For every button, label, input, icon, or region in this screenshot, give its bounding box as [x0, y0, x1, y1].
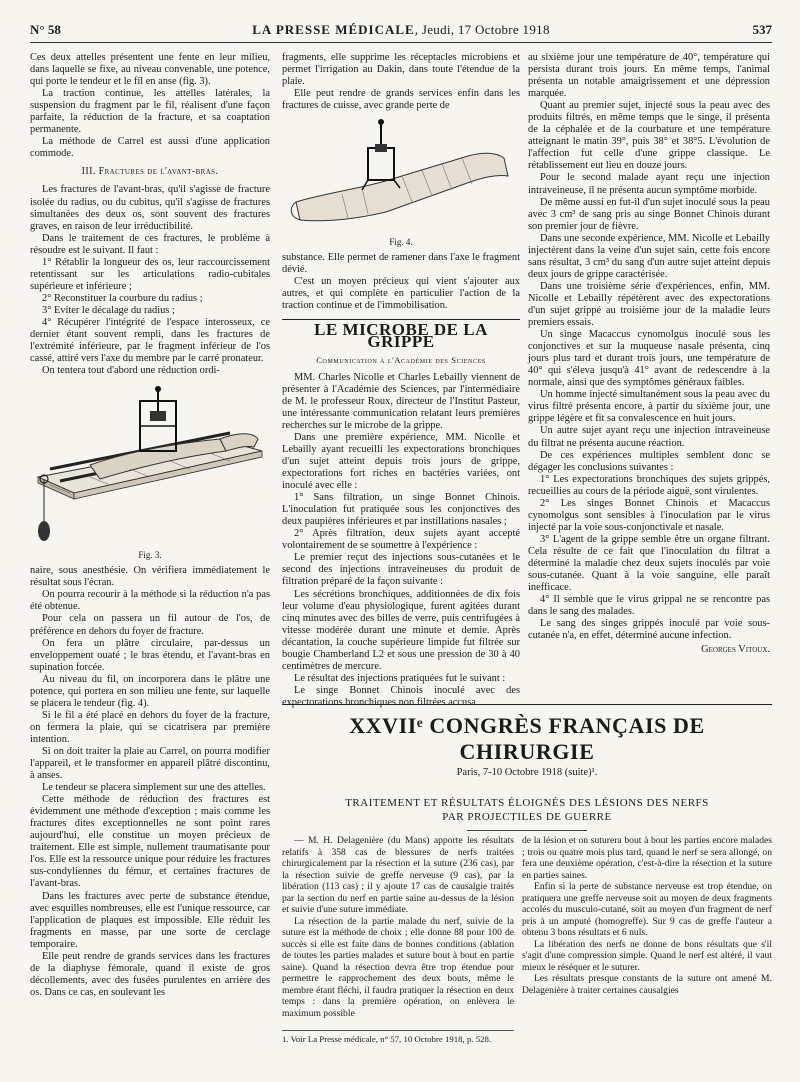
paragraph: Le sang des singes grippés inoculé par voie sous-cutanée n'a, en effet, déterminé aucune infection.: [528, 618, 770, 642]
paragraph: On pourra recourir à la méthode si la réduction n'a pas été obtenue.: [30, 589, 270, 613]
paragraph: substance. Elle permet de ramener dans l'axe le fragment dévié.: [282, 252, 520, 276]
paragraph: 1° Les expectorations bronchiques des sujets grippés, recueillies au cours de la période aiguë, sont virulentes.: [528, 473, 770, 497]
column-3: [528, 52, 770, 700]
traction-apparatus-illustration: [30, 381, 270, 549]
paragraph: Cette méthode de réduction des fractures est évidemment une méthode d'exception ; mais comme les fractures dites exceptionnelles ne sont point rares aujourd'hui, elle constitue un moyen précieux de traitement. Elle est simple, nullement traumatisante pour l'os. Elle est la ressource unique pour réduire les fractures sus-condyliennes du fémur, et certaines fractures de l'avant-bras.: [30, 794, 270, 890]
paragraph: Le singe Bonnet Chinois inoculé avec des expectorations bronchiques non filtrées accusa: [282, 684, 520, 708]
congress-section: [282, 704, 772, 1019]
paragraph: naire, sous anesthésie. On vérifiera immédiatement le résultat sous l'écran.: [30, 565, 270, 589]
paragraph: Un autre sujet ayant reçu une injection intraveineuse du filtrat ne présenta aucune réaction.: [528, 425, 770, 449]
paragraph: Si le fil a été placé en dehors du foyer de la fracture, on fermera la plaie, qui se cicatrisera par première intention.: [30, 709, 270, 745]
journal-name: LA PRESSE MÉDICALE: [252, 22, 415, 37]
paragraph: 4° Il semble que le virus grippal ne se rencontre pas dans le sang des malades.: [528, 594, 770, 618]
paragraph: 3° Eviter le décalage du radius ;: [42, 304, 175, 316]
paragraph: de la lésion et on suturera bout à bout les parties encore malades ; trois ou quatre mois plus tard, quand le nerf se sera allongé, on fera une deuxième opération, c'est-à-dire la résection et la suture en parties saines.: [522, 835, 772, 881]
paragraph: Le tendeur se placera simplement sur une des attelles.: [42, 782, 266, 794]
paragraph: La traction continue, les attelles latérales, la suspension du fragment par le fil, réalisent d'une façon parfaite, la réduction de la fracture, et sa coaptation permanente.: [30, 88, 270, 136]
column-1: [30, 52, 270, 1072]
figure-caption: Fig. 3.: [138, 550, 162, 561]
figure-caption: Fig. 4.: [389, 237, 413, 248]
column-2: [282, 52, 520, 708]
paragraph: fragments, elle supprime les réceptacles microbiens et permet l'irrigation au Dakin, dans toute l'étendue de la plaie.: [282, 52, 520, 88]
paragraph: C'est un moyen précieux qui vient s'ajouter aux autres, et qui complète en particulier l'action de la traction continue et de l'immobilisation.: [282, 276, 520, 312]
paragraph: Pour cela on passera un fil autour de l'os, de préférence en dehors du foyer de fracture.: [30, 613, 270, 637]
congress-heading-line-1: TRAITEMENT ET RÉSULTATS ÉLOIGNÉS DES LÉSIONS DES NERFS: [345, 797, 709, 809]
page-header: [30, 20, 772, 43]
congress-column-2: [522, 835, 772, 996]
article-subtitle: Communication à l'Académie des Sciences: [316, 354, 486, 365]
paragraph: Dans le traitement de ces fractures, le problème à résoudre est le suivant. Il faut :: [30, 232, 270, 256]
paragraph: 1° Sans filtration, un singe Bonnet Chinois. L'inoculation fut pratiquée sous les conjonctives des deux paupières inférieures et par instillations nasales ;: [282, 492, 520, 528]
paragraph: On tentera tout d'abord une réduction ordi-: [42, 365, 220, 377]
paragraph: Les fractures de l'avant-bras, qu'il s'agisse de fracture isolée du radius, ou du cubitus, qu'il s'agisse de fractures simultanées des deux os, sont souvent des fractures graves, en raison de leur irréductibilité.: [30, 184, 270, 232]
paragraph: Elle peut rendre de grands services enfin dans les fractures de cuisse, avec grande perte de: [282, 88, 520, 112]
paragraph: Les sécrétions bronchiques, additionnées de dix fois leur volume d'eau physiologique, furent agitées durant cinq minutes avec des billes de verre, puis centrifugées à vitesse modérée durant une minute et demie. Après décantation, la couche supérieure limpide fut filtrée sur bougie Chamberland L2 et sous une pression de 30 à 40 centimètres de mercure.: [282, 588, 520, 672]
paragraph: Quant au premier sujet, injecté sous la peau avec des produits filtrés, en même temps que le singe, il présenta de la céphalée et de la courbature et une température atteignant le matin 39°, puis 38° et 38°5. L'évolution de l'affection fut celle d'une grippe classique. Le rétablissement eut lieu en douze jours.: [528, 100, 770, 172]
paragraph: 2° Reconstituer la courbure du radius ;: [42, 292, 203, 304]
paragraph: 1° Rétablir la longueur des os, leur raccourcissement retentissant sur les articulations radio-cubitales supérieure et inférieure ;: [30, 256, 270, 292]
journal-title: [30, 22, 772, 38]
section-heading: III. Fractures de l'avant-bras.: [81, 166, 219, 178]
paragraph: Un homme injecté simultanément sous la peau avec du virus filtré présenta encore, à partir du sixième jour, une grippe légère et fit sa convalescence en huit jours.: [528, 389, 770, 425]
issue-number: N° 58: [30, 22, 61, 37]
paragraph: Elle peut rendre de grands services dans les fractures de la diaphyse fémorale, quand il existe de gros décollements, avec des fusées purulentes en arrière des os. Dans ce cas, en soulevant les: [30, 950, 270, 998]
paragraph: Dans une seconde expérience, MM. Nicolle et Lebailly injectèrent dans la veine d'un sujet sain, cette fois encore sans résultat, 3 cm³ du sang d'un autre sujet atteint depuis deux jours de grippe caractérisée.: [528, 232, 770, 280]
divider: [467, 830, 587, 831]
paragraph: Un singe Macaccus cynomolgus inoculé sous les conjonctives et sur la muqueuse nasale présenta, cinq jours plus tard et durant trois jours, une température de 40° qui s'éleva jusqu'à 41° avant de redescendre à la normale, ainsi que des symptômes généraux faibles.: [528, 329, 770, 389]
paragraph: 2° Après filtration, deux sujets ayant accepté volontairement de se soumettre à l'expérience :: [282, 528, 520, 552]
congress-heading: [282, 796, 772, 824]
paragraph: au sixième jour une température de 40°, température qui persista durant trois jours. En même temps, l'animal présenta un notable amaigrissement et une dépression marquée.: [528, 52, 770, 100]
congress-subtitle: Paris, 7-10 Octobre 1918 (suite)¹.: [456, 767, 598, 778]
paragraph: 2° Les singes Bonnet Chinois et Macaccus cynomolgus sont sensibles à l'inoculation par le virus injecté par la voie sous-conjonctivale et nasale.: [528, 497, 770, 533]
paragraph: Dans une troisième série d'expériences, enfin, MM. Nicolle et Lebailly répétèrent avec des expectorations d'un sujet grippé au troisième jour de la maladie leurs premiers essais.: [528, 280, 770, 329]
paragraph: De même aussi en fut-il d'un sujet inoculé sous la peau avec 3 cm³ de sang pris au singe Bonnet Chinois durant son premier jour de fièvre.: [528, 196, 770, 232]
paragraph: 3° L'agent de la grippe semble être un organe filtrant. Cela résulte de ce fait que l'inoculation du filtrat a déterminé la maladie chez deux sujets inoculés par voie sous-cutanée. Quant à la voie sanguine, elle paraît inefficace.: [528, 533, 770, 594]
congress-title: XXVIIᵉ CONGRÈS FRANÇAIS DE CHIRURGIE: [349, 713, 705, 764]
footnote: 1. Voir La Presse médicale, n° 57, 10 Octobre 1918, p. 528.: [282, 1030, 514, 1044]
figure-3: [30, 381, 270, 561]
paragraph: Le résultat des injections pratiquées fut le suivant :: [294, 672, 506, 684]
paragraph: MM. Charles Nicolle et Charles Lebailly viennent de présenter à l'Académie des Sciences, par l'intermédiaire de M. le professeur Roux, directeur de l'Institut Pasteur, une intéressante communication relatant leurs premières recherches sur le microbe de la grippe.: [282, 371, 520, 431]
article-title: LE MICROBE DE LA GRIPPE: [314, 319, 488, 351]
paragraph: La résection de la partie malade du nerf, suivie de la suture est la méthode de choix ; elle donne 88 pour 100 de succès si elle est faite dans de bonnes conditions (ablation de toutes les parties malades et suture bout à bout en partie saine). Quand la résection devra être trop étendue pour permettre le rapprochement des deux bouts, même le membre étant fléchi, il faudra pratiquer la résection en deux temps : dans la première opération, on enlèvera le maximum possible: [282, 915, 514, 1019]
paragraph: On fera un plâtre circulaire, par-dessus un enveloppement ouaté ; le bras étendu, et l'avant-bras en supination forcée.: [30, 637, 270, 673]
paragraph: 4° Récupérer l'intégrité de l'espace interosseux, ce dernier étant souvent rempli, dans les fractures de l'extrémité inférieure, par le fragment inférieur de l'os cassé, attiré vers l'axe du membre par le carré pronateur.: [30, 316, 270, 365]
paragraph: La méthode de Carrel est aussi d'une application commode.: [30, 136, 270, 160]
author-signature: Georges Vitoux.: [701, 644, 770, 656]
paragraph: Le premier reçut des injections sous-cutanées et le second des injections intraveineuses du produit de filtration préparé de la façon suivante :: [282, 552, 520, 588]
paragraph: Dans une première expérience, MM. Nicolle et Lebailly ayant recueilli les expectorations bronchiques d'un sujet atteint depuis trois jours de grippe, expectorations fort riches en bactéries variées, ont inoculé avec elle :: [282, 431, 520, 492]
paragraph: De ces expériences multiples semblent donc se dégager les conclusions suivantes :: [528, 449, 770, 473]
paragraph: Enfin si la perte de substance nerveuse est trop étendue, on pratiquera une greffe nerveuse soit au moyen de deux fragments accolés du musculo-cutané, soit au moyen d'un fragment de nerf pris à un amputé (homogreffe). Sur 9 cas de greffe l'auteur a obtenu 3 bons résultats et 6 nuls.: [522, 881, 772, 938]
paragraph: Si on doit traiter la plaie au Carrel, on pourra modifier l'appareil, et le transformer en appareil plâtré discontinu, à anses.: [30, 745, 270, 782]
congress-heading-line-2: PAR PROJECTILES DE GUERRE: [442, 811, 612, 823]
paragraph: Au niveau du fil, on incorporera dans le plâtre une potence, qui portera en son milieu une fente, sur laquelle se placera le tendeur (fig. 4).: [30, 673, 270, 709]
paragraph: Dans les fractures avec perte de substance étendue, avec esquilles nombreuses, elle est l'unique ressource, car l'application de plaques est impossible. Elle réduit les fragments en masse, par une sorte de cerclage temporaire.: [30, 890, 270, 950]
paragraph: Pour le second malade ayant reçu une injection intraveineuse, il ne présenta aucun symptôme morbide.: [528, 172, 770, 196]
paragraph: Ces deux attelles présentent une fente en leur milieu, dans laquelle se fixe, au niveau convenable, une potence, qui porte le tendeur et le fil en anse (fig. 3).: [30, 52, 270, 88]
paragraph: — M. H. Delagenière (du Mans) apporte les résultats relatifs à 358 cas de blessures de nerfs traitées chirurgicalement par la résection et la suture (236 cas), par la résection suivie de greffe nerveuse (9 cas), par la libération (113 cas) ; il y ajoute 17 cas de causalgie traités par la section du nerf en partie saine au-dessus de la lésion et suivie d'une suture immédiate.: [282, 835, 514, 915]
paragraph: La libération des nerfs ne donne de bons résultats que s'il s'agit d'une compression simple. Quand le nerf est altéré, il vaut mieux le réséquer et le suturer.: [522, 938, 772, 973]
congress-column-1: [282, 835, 514, 1019]
page-number: 537: [752, 22, 772, 37]
issue-date: , Jeudi, 17 Octobre 1918: [414, 22, 550, 37]
plaster-arm-illustration: [282, 116, 520, 236]
paragraph: Les résultats presque constants de la suture ont amené M. Delagenière à traiter certaines causalgies: [522, 973, 772, 996]
figure-4: [282, 116, 520, 248]
